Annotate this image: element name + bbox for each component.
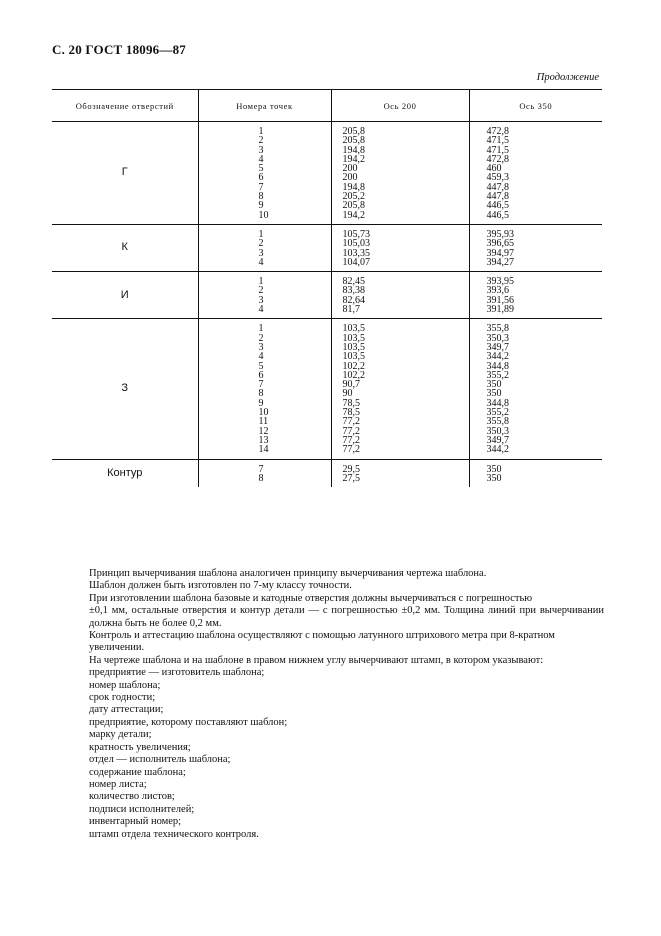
list-item: количество листов; [89, 791, 175, 803]
paragraph-tolerance-first: При изготовлении шаблона базовые и катодные отверстия должны вычерчиваться с погрешностью [89, 592, 533, 604]
point-number: 3 [258, 341, 264, 353]
axis200-value: 205,8 [342, 135, 365, 147]
ax350-cell [469, 272, 602, 319]
axis200-value: 77,2 [342, 444, 360, 456]
ax200-cell [331, 319, 469, 459]
axis200-value: 205,8 [342, 200, 365, 212]
points-cell [198, 224, 331, 271]
point-number: 6 [258, 172, 264, 184]
axis350-value: 460 [486, 163, 502, 175]
list-item: подписи исполнителей; [89, 803, 195, 815]
table-row [52, 459, 602, 487]
point-number: 2 [258, 238, 264, 250]
ax350-cell [469, 459, 602, 487]
axis350-value: 344,8 [486, 360, 509, 372]
axis350-value: 350,3 [486, 332, 509, 344]
axis200-value: 77,2 [342, 425, 360, 437]
table-header-row [52, 90, 602, 122]
axis350-value: 344,2 [486, 444, 509, 456]
list-item: марку детали; [89, 729, 152, 741]
ax200-cell [331, 272, 469, 319]
axis350-value: 394,27 [486, 256, 514, 268]
axis350-value: 446,5 [486, 209, 509, 221]
point-number: 10 [258, 209, 269, 221]
axis200-value: 83,38 [342, 285, 365, 297]
point-number: 1 [258, 228, 264, 240]
continuation-label: Продолжение [536, 72, 599, 83]
axis200-value: 29,5 [342, 463, 360, 475]
ax200-cell [331, 459, 469, 487]
axis350-value: 355,2 [486, 369, 509, 381]
point-number: 7 [258, 379, 264, 391]
axis350-value: 447,8 [486, 191, 509, 203]
axis350-value: 446,5 [486, 200, 509, 212]
ax350-cell [469, 224, 602, 271]
col-header-axis350: Ось 350 [469, 90, 602, 122]
axis200-value: 81,7 [342, 304, 360, 316]
axis350-value: 471,5 [486, 135, 509, 147]
axis200-value: 90 [342, 388, 353, 400]
axis350-value: 447,8 [486, 181, 509, 193]
list-item: инвентарный номер; [89, 816, 182, 828]
point-number: 3 [258, 247, 264, 259]
point-number: 4 [258, 351, 264, 363]
paragraph-tolerance-rest: ±0,1 мм, остальные отверстия и контур детали — с погрешностью ±0,2 мм. Толщина линий при вычерчивании должна быть не более 0,2 мм. [89, 605, 604, 629]
point-number: 2 [258, 332, 264, 344]
axis200-value: 82,64 [342, 294, 365, 306]
axis200-value: 200 [342, 172, 358, 184]
point-number: 2 [258, 135, 264, 147]
hole-designation: Контур [107, 466, 143, 479]
table-row [52, 272, 602, 319]
axis200-value: 104,07 [342, 256, 370, 268]
point-number: 5 [258, 163, 264, 175]
table-row [52, 319, 602, 459]
point-number: 6 [258, 369, 264, 381]
list-item: предприятие, которому поставляют шаблон; [89, 716, 288, 728]
points-cell [198, 459, 331, 487]
hole-designation: Г [52, 122, 198, 225]
axis350-value: 471,5 [486, 144, 509, 156]
axis200-value: 103,5 [342, 323, 365, 335]
axis350-value: 393,95 [486, 276, 514, 288]
point-number: 1 [258, 276, 264, 288]
paragraph-accuracy-class: Шаблон должен быть изготовлен по 7-му классу точности. [89, 580, 352, 592]
axis200-value: 194,2 [342, 153, 365, 165]
point-number: 13 [258, 434, 269, 446]
point-number: 9 [258, 397, 264, 409]
points-cell [198, 272, 331, 319]
ax200-cell [331, 224, 469, 271]
axis350-value: 350 [486, 472, 502, 484]
axis350-value: 459,3 [486, 172, 509, 184]
axis350-value: 393,6 [486, 285, 509, 297]
col-header-points: Номера точек [198, 90, 331, 122]
axis350-value: 349,7 [486, 434, 509, 446]
points-cell [198, 122, 331, 225]
hole-designation: З [52, 319, 198, 459]
axis350-value: 472,8 [486, 126, 509, 137]
list-item: срок годности; [89, 692, 156, 704]
axis200-value: 105,03 [342, 238, 370, 250]
axis200-value: 27,5 [342, 472, 360, 484]
axis350-value: 395,93 [486, 228, 514, 240]
stamp-items-list [89, 667, 604, 841]
point-number: 5 [258, 360, 264, 372]
axis350-value: 350 [486, 388, 502, 400]
point-number: 12 [258, 425, 269, 437]
table-row [52, 122, 602, 225]
paragraph-stamp: На чертеже шаблона и на шаблоне в правом нижнем углу вычерчивают штамп, в котором указывают: [89, 654, 544, 666]
list-item: содержание шаблона; [89, 766, 186, 778]
point-number: 7 [258, 181, 264, 193]
point-number: 9 [258, 200, 264, 212]
axis200-value: 194,2 [342, 209, 365, 221]
page-header: С. 20 ГОСТ 18096—87 [52, 42, 186, 57]
point-number: 1 [258, 323, 264, 335]
point-number: 8 [258, 191, 264, 203]
axis200-value: 103,35 [342, 247, 370, 259]
axis350-value: 350 [486, 379, 502, 391]
point-number: 7 [258, 463, 264, 475]
list-item: дату аттестации; [89, 704, 164, 716]
axis350-value: 350,3 [486, 425, 509, 437]
axis200-value: 200 [342, 163, 358, 175]
axis200-value: 103,5 [342, 351, 365, 363]
points-cell [198, 319, 331, 459]
axis350-value: 350 [486, 463, 502, 475]
col-header-axis200: Ось 200 [331, 90, 469, 122]
ax350-cell [469, 122, 602, 225]
point-number: 14 [258, 444, 269, 456]
point-number: 8 [258, 388, 264, 400]
axis200-value: 78,5 [342, 397, 360, 409]
point-number: 8 [258, 472, 264, 484]
point-number: 4 [258, 256, 264, 268]
axis200-value: 105,73 [342, 228, 370, 240]
paragraph-principle: Принцип вычерчивания шаблона аналогичен принципу вычерчивания чертежа шаблона. [89, 568, 487, 579]
point-number: 2 [258, 285, 264, 297]
axis200-value: 77,2 [342, 434, 360, 446]
axis350-value: 391,56 [486, 294, 514, 306]
axis200-value: 102,2 [342, 369, 365, 381]
axis200-value: 78,5 [342, 407, 360, 419]
axis200-value: 102,2 [342, 360, 365, 372]
point-number: 1 [258, 126, 264, 137]
col-header-holes: Обозначение отверстий [52, 90, 198, 122]
list-item: номер шаблона; [89, 679, 161, 691]
axis350-value: 355,2 [486, 407, 509, 419]
hole-designation: К [52, 224, 198, 271]
point-number: 3 [258, 144, 264, 156]
axis200-value: 194,8 [342, 144, 365, 156]
axis350-value: 344,8 [486, 397, 509, 409]
axis200-value: 90,7 [342, 379, 360, 391]
list-item: отдел — исполнитель шаблона; [89, 754, 231, 766]
ax200-cell [331, 122, 469, 225]
list-item: предприятие — изготовитель шаблона; [89, 667, 265, 679]
hole-designation: И [52, 272, 198, 319]
point-number: 4 [258, 304, 264, 316]
axis350-value: 396,65 [486, 238, 514, 250]
axis200-value: 77,2 [342, 416, 360, 428]
point-number: 10 [258, 407, 269, 419]
axis200-value: 205,2 [342, 191, 365, 203]
axis200-value: 194,8 [342, 181, 365, 193]
axis350-value: 472,8 [486, 153, 509, 165]
ax350-cell [469, 319, 602, 459]
point-number: 4 [258, 153, 264, 165]
body-text [89, 568, 604, 841]
point-number: 3 [258, 294, 264, 306]
axis350-value: 394,97 [486, 247, 514, 259]
list-item: номер листа; [89, 778, 147, 790]
axis350-value: 349,7 [486, 341, 509, 353]
axis200-value: 103,5 [342, 332, 365, 344]
axis350-value: 355,8 [486, 416, 509, 428]
point-number: 11 [258, 416, 269, 428]
paragraph-control-rest: увеличении. [89, 642, 145, 654]
axis350-value: 355,8 [486, 323, 509, 335]
axis200-value: 82,45 [342, 276, 365, 288]
axis350-value: 344,2 [486, 351, 509, 363]
table-row [52, 224, 602, 271]
list-item: штамп отдела технического контроля. [89, 828, 259, 840]
paragraph-control-first: Контроль и аттестацию шаблона осуществляют с помощью латунного штрихового метра при 8-кратном [89, 630, 555, 642]
axis350-value: 391,89 [486, 304, 514, 316]
coordinates-table [52, 89, 602, 487]
axis200-value: 205,8 [342, 126, 365, 137]
axis200-value: 103,5 [342, 341, 365, 353]
list-item: кратность увеличения; [89, 741, 191, 753]
